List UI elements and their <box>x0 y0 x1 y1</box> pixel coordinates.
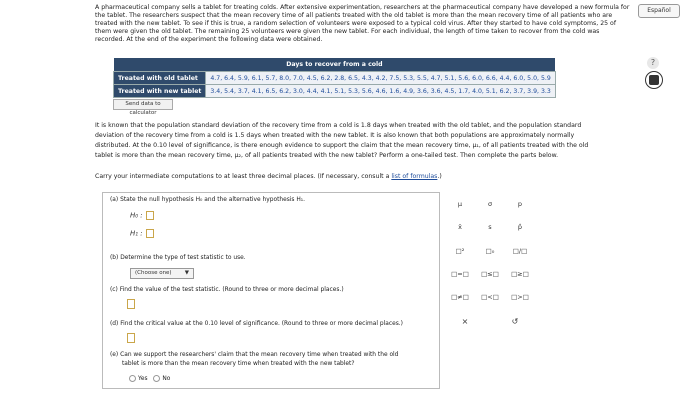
part-a-label: (a) State the null hypothesis H₀ and the alternative hypothesis H₁. <box>110 197 306 203</box>
h0-row <box>130 211 154 220</box>
chevron-down-icon: ▼ <box>184 270 189 276</box>
equals-button[interactable]: □=□ <box>451 270 469 278</box>
carry-text: Carry your intermediate computations to at least three decimal places. (If necessary, consult a <box>95 173 390 180</box>
p-button[interactable]: p <box>517 200 523 208</box>
test-statistic-dropdown[interactable] <box>130 268 194 279</box>
leq-button[interactable]: □≤□ <box>481 270 499 278</box>
no-radio[interactable] <box>153 375 160 382</box>
para-line-4: tablet is more than the mean recovery time, μ₂, of all patients treated with the new tablet? Perform a one-tailed test. Then complete the parts below. <box>95 152 559 159</box>
h0-input[interactable] <box>146 211 154 220</box>
help-icon[interactable]: ? <box>647 57 659 69</box>
lt-button[interactable]: □<□ <box>481 293 499 301</box>
undo-icon[interactable]: ↺ <box>511 317 519 326</box>
yes-radio[interactable] <box>129 375 136 382</box>
part-d-label: (d) Find the critical value at the 0.10 level of significance. (Round to three or more decimal places.) <box>110 321 403 327</box>
mu-button[interactable]: μ <box>457 200 463 208</box>
subscript-button[interactable]: □₀ <box>485 247 495 255</box>
superscript-button[interactable]: □² <box>455 247 465 255</box>
dropdown-value: (Choose one) <box>135 270 172 276</box>
critical-value-input[interactable] <box>127 333 135 343</box>
language-button[interactable]: Español <box>638 4 680 18</box>
para-line-3: distributed. At the 0.10 level of significance, is there enough evidence to support the claim that the mean recovery time, μ₁, of all patients treated with the old <box>95 142 589 149</box>
carry-end: .) <box>437 173 442 180</box>
neq-button[interactable]: □≠□ <box>451 293 469 301</box>
para-line-2: deviation of the recovery time from a cold is 1.5 days when treated with the new tablet. It is also known that both populations are approximately normally <box>95 132 575 139</box>
calculator-icon-inner <box>649 75 659 85</box>
s-button[interactable]: s <box>488 223 492 231</box>
row-label-old: Treated with old tablet <box>114 72 206 85</box>
gt-button[interactable]: □>□ <box>511 293 529 301</box>
send-data-button[interactable]: Send data to calculator <box>113 99 173 110</box>
part-e-line2: tablet is more than the mean recovery time when treated with the new tablet? <box>122 361 355 367</box>
symbol-palette <box>445 192 535 332</box>
row-values-old: 4.7, 6.4, 5.9, 6.1, 5.7, 8.0, 7.0, 4.5, 6.2, 2.8, 6.5, 4.3, 4.2, 7.5, 5.3, 5.5, 4.7, 5.1, 5.6, 6.0, 6.6, 4.4, 6.0, 5.0, 5.9 <box>206 72 555 85</box>
part-b-label: (b) Determine the type of test statistic to use. <box>110 255 246 261</box>
calculator-icon[interactable] <box>645 71 663 89</box>
problem-paragraph <box>95 121 635 161</box>
h1-row <box>130 229 154 238</box>
part-e-line1: (e) Can we support the researchers' claim that the mean recovery time when treated with the old <box>110 352 399 358</box>
yes-no-options <box>125 375 170 382</box>
h1-label: H₁ : <box>130 229 143 238</box>
xbar-button[interactable]: x̄ <box>458 223 462 231</box>
row-label-new: Treated with new tablet <box>114 85 206 98</box>
table-header: Days to recover from a cold <box>114 58 556 72</box>
geq-button[interactable]: □≥□ <box>511 270 529 278</box>
part-c-label: (c) Find the value of the test statistic. (Round to three or more decimal places.) <box>110 287 344 293</box>
test-statistic-input[interactable] <box>127 299 135 309</box>
yes-label: Yes <box>138 376 148 382</box>
table-row <box>114 85 556 98</box>
row-values-new: 3.4, 5.4, 3.7, 4.1, 6.5, 6.2, 3.0, 4.4, 4.1, 5.1, 5.3, 5.6, 4.6, 1.6, 4.9, 3.6, 3.6, 4.5, 1.7, 4.0, 5.1, 6.2, 3.7, 3.9, 3.3 <box>206 85 555 98</box>
data-table <box>113 58 556 98</box>
fraction-button[interactable]: □/□ <box>512 247 528 255</box>
no-label: No <box>162 376 171 382</box>
clear-icon[interactable]: × <box>461 317 469 326</box>
h0-label: H₀ : <box>130 211 143 220</box>
formulas-link[interactable]: list of formulas <box>391 173 438 180</box>
h1-input[interactable] <box>146 229 154 238</box>
problem-intro: A pharmaceutical company sells a tablet for treating colds. After extensive experimentation, researchers at the pharmaceutical company have developed a new formula for the tablet. The researchers suspect that the mean recovery time of all patients treated with the old tablet is more than the mean recovery time of all patients who are treated with the new tablet. To see if this is true, a random selection of volunteers were exposed to a typical cold virus. After they started to have cold symptoms, 25 of them were given the old tablet. The remaining 25 volunteers were given the new tablet. For each individual, the length of time taken to recover from the cold was recorded. At the end of the experiment the following data were obtained. <box>95 4 630 43</box>
carry-instructions <box>95 173 655 180</box>
para-line-1: It is known that the population standard deviation of the recovery time from a cold is 1.8 days when treated with the old tablet, and the population standard <box>95 122 582 129</box>
phat-button[interactable]: p̂ <box>517 223 523 231</box>
sigma-button[interactable]: σ <box>487 200 493 208</box>
table-row <box>114 72 556 85</box>
